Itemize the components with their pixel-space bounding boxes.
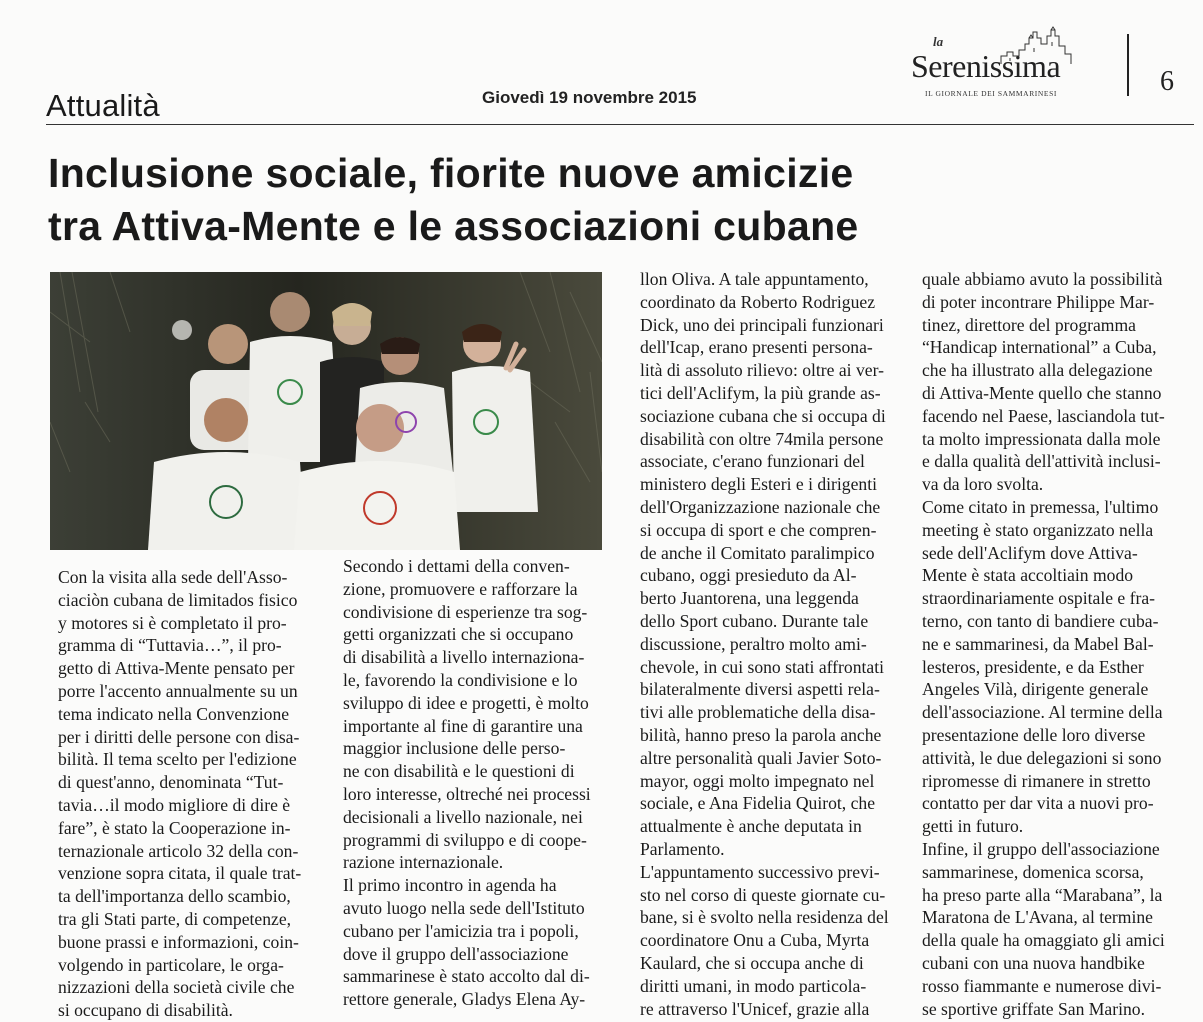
text-line: dell'Icap, erano presenti persona- xyxy=(640,337,873,358)
text-line: y motores si è completato il pro- xyxy=(58,612,287,633)
text-line: dell'associazione. Al termine della xyxy=(922,702,1163,723)
text-line: cubano per l'amicizia tra i popoli, xyxy=(343,920,579,941)
text-line: di Attiva-Mente quello che stanno xyxy=(922,382,1162,403)
text-line: re attraverso l'Unicef, grazie alla xyxy=(640,998,870,1019)
text-line: di quest'anno, denominata “Tut- xyxy=(58,772,284,793)
text-line: venzione sopra citata, il quale trat- xyxy=(58,863,302,884)
text-line: fare”, è stato la Cooperazione in- xyxy=(58,817,291,838)
text-line: bane, si è svolto nella residenza del xyxy=(640,907,889,928)
text-line: maggior inclusione delle perso- xyxy=(343,738,566,759)
text-line: Come citato in premessa, l'ultimo xyxy=(922,496,1159,517)
text-line: sociazione cubana che si occupa di xyxy=(640,405,886,426)
masthead-logo xyxy=(905,26,1085,102)
text-line: che ha illustrato alla delegazione xyxy=(922,360,1153,381)
text-line: getto di Attiva-Mente pensato per xyxy=(58,658,295,679)
text-line: nizzazioni della società civile che xyxy=(58,977,295,998)
masthead-article: la xyxy=(933,34,944,49)
text-line: getti in futuro. xyxy=(922,816,1024,837)
text-line: ministero degli Esteri e i dirigenti xyxy=(640,474,877,495)
text-line: gramma di “Tuttavia…”, il pro- xyxy=(58,635,282,656)
text-line: di poter incontrare Philippe Mar- xyxy=(922,291,1155,312)
article-photo xyxy=(50,272,602,550)
text-line: ta molto impressionata dalla mole xyxy=(922,428,1161,449)
text-line: facendo nel Paese, lasciandola tut- xyxy=(922,405,1165,426)
text-line: le, favorendo la condivisione e lo xyxy=(343,669,578,690)
text-line: Kaulard, che si occupa anche di xyxy=(640,952,864,973)
text-line: disabilità con oltre 74mila persone xyxy=(640,428,884,449)
header-rule xyxy=(46,124,1194,125)
article-column-1 xyxy=(58,566,330,1022)
text-line: Secondo i dettami della conven- xyxy=(343,556,570,576)
text-line: attività, le due delegazioni si sono xyxy=(922,747,1162,768)
text-line: sto nel corso di queste giornate cu- xyxy=(640,884,886,905)
text-line: rosso fiammante e numerose divi- xyxy=(922,975,1162,996)
text-line: di disabilità a livello internaziona- xyxy=(343,647,585,668)
section-label: Attualità xyxy=(46,88,160,123)
text-line: “Handicap international” a Cuba, xyxy=(922,337,1157,358)
text-line: altre personalità quali Javier Soto- xyxy=(640,747,882,768)
text-line: dello Sport cubano. Durante tale xyxy=(640,610,869,631)
text-line: L'appuntamento successivo previ- xyxy=(640,861,880,882)
text-line: ha preso parte alla “Marabana”, la xyxy=(922,884,1163,905)
text-line: della quale ha omaggiato gli amici xyxy=(922,930,1165,951)
headline-line: Inclusione sociale, fiorite nuove amicizie xyxy=(48,150,854,196)
text-line: Il primo incontro in agenda ha xyxy=(343,875,557,896)
article-headline xyxy=(48,147,1168,253)
text-line: ne con disabilità e le questioni di xyxy=(343,761,575,782)
text-line: ciaciòn cubana de limitados fisico xyxy=(58,589,298,610)
text-line: Con la visita alla sede dell'Asso- xyxy=(58,567,288,587)
text-line: terno, con tanto di bandiere cuba- xyxy=(922,610,1159,631)
text-line: sociale, e Ana Fidelia Quirot, che xyxy=(640,793,875,814)
text-line: dell'Organizzazione nazionale che xyxy=(640,496,881,517)
text-line: avuto luogo nella sede dell'Istituto xyxy=(343,897,585,918)
text-line: tici dell'Aclifym, la più grande as- xyxy=(640,382,881,403)
text-line: ne e sammarinesi, da Mabel Bal- xyxy=(922,633,1154,654)
text-line: dove il gruppo dell'associazione xyxy=(343,943,569,964)
text-line: llon Oliva. A tale appuntamento, xyxy=(640,269,869,289)
text-line: cubani con una nuova handbike xyxy=(922,952,1145,973)
text-line: de anche il Comitato paralimpico xyxy=(640,542,875,563)
text-line: chevole, in cui sono stati affrontati xyxy=(640,656,884,677)
text-line: cubano, oggi presieduto da Al- xyxy=(640,565,857,586)
text-line: Maratona de L'Avana, al termine xyxy=(922,907,1153,928)
text-line: ripromesse di rimanere in stretto xyxy=(922,770,1151,791)
text-line: razione internazionale. xyxy=(343,852,504,873)
text-line: se sportive griffate San Marino. xyxy=(922,998,1145,1019)
text-line: sviluppo di idee e progetti, è molto xyxy=(343,692,589,713)
text-line: straordinariamente ospitale e fra- xyxy=(922,588,1156,609)
article-column-4 xyxy=(922,268,1190,1020)
text-line: tema indicato nella Convenzione xyxy=(58,703,290,724)
text-line: rettore generale, Gladys Elena Ay- xyxy=(343,989,586,1010)
text-line: diritti umani, in modo particola- xyxy=(640,975,867,996)
text-line: si occupano di disabilità. xyxy=(58,1000,233,1021)
text-line: contatto per dar vita a nuovi pro- xyxy=(922,793,1154,814)
masthead-tagline: IL GIORNALE DEI SAMMARINESI xyxy=(925,89,1057,98)
text-line: ternazionale articolo 32 della con- xyxy=(58,840,299,861)
text-line: Infine, il gruppo dell'associazione xyxy=(922,838,1160,859)
page-number: 6 xyxy=(1160,66,1174,97)
text-line: programmi di sviluppo e di coope- xyxy=(343,829,587,850)
text-line: per i diritti delle persone con disa- xyxy=(58,726,300,747)
text-line: decisionali a livello nazionale, nei xyxy=(343,806,583,827)
text-line: Angeles Vilà, dirigente generale xyxy=(922,679,1149,700)
text-line: discussione, peraltro molto ami- xyxy=(640,633,867,654)
text-line: ta dell'importanza dello scambio, xyxy=(58,886,291,907)
text-line: buone prassi e informazioni, coin- xyxy=(58,931,299,952)
text-line: zione, promuovere e rafforzare la xyxy=(343,578,578,599)
text-line: berto Juantorena, una leggenda xyxy=(640,588,859,609)
text-line: tra gli Stati parte, di competenze, xyxy=(58,908,292,929)
article-column-2 xyxy=(343,555,615,1011)
group-photo-image xyxy=(50,272,602,550)
text-line: coordinato da Roberto Rodriguez xyxy=(640,291,876,312)
article-column-3 xyxy=(640,268,906,1020)
masthead-name: Serenissima xyxy=(911,48,1061,84)
text-line: va da loro svolta. xyxy=(922,474,1044,495)
text-line: coordinatore Onu a Cuba, Myrta xyxy=(640,930,870,951)
text-line: Mente è stata accoltiain modo xyxy=(922,565,1134,586)
headline-line: tra Attiva-Mente e le associazioni cubane xyxy=(48,203,859,249)
text-line: lesteros, presidente, e da Esther xyxy=(922,656,1144,677)
text-line: getti organizzati che si occupano xyxy=(343,624,574,645)
text-line: e dalla qualità dell'attività inclusi- xyxy=(922,451,1161,472)
text-line: quale abbiamo avuto la possibilità xyxy=(922,269,1163,289)
text-line: tavia…il modo migliore di dire è xyxy=(58,794,291,815)
text-line: bilità. Il tema scelto per l'edizione xyxy=(58,749,297,770)
text-line: bilità, hanno preso la parola anche xyxy=(640,724,882,745)
text-line: tinez, direttore del programma xyxy=(922,314,1136,335)
text-line: importante al fine di garantire una xyxy=(343,715,583,736)
text-line: lità di assoluto rilievo: oltre ai ver- xyxy=(640,360,884,381)
text-line: sede dell'Aclifym dove Attiva- xyxy=(922,542,1138,563)
text-line: porre l'accento annualmente su un xyxy=(58,680,298,701)
castle-towers-icon xyxy=(999,26,1079,66)
text-line: attualmente è anche deputata in xyxy=(640,816,862,837)
header-divider xyxy=(1127,34,1129,96)
text-line: presentazione delle loro diverse xyxy=(922,724,1146,745)
text-line: volgendo in particolare, le orga- xyxy=(58,954,284,975)
text-line: Parlamento. xyxy=(640,838,725,859)
text-line: meeting è stato organizzato nella xyxy=(922,519,1154,540)
text-line: mayor, oggi molto impegnato nel xyxy=(640,770,875,791)
text-line: Dick, uno dei principali funzionari xyxy=(640,314,884,335)
text-line: condivisione di esperienze tra sog- xyxy=(343,601,588,622)
text-line: bilateralmente diversi aspetti rela- xyxy=(640,679,880,700)
text-line: si occupa di sport e che compren- xyxy=(640,519,877,540)
text-line: loro interesse, oltreché nei processi xyxy=(343,783,591,804)
text-line: tivi alle problematiche della disa- xyxy=(640,702,876,723)
issue-date: Giovedì 19 novembre 2015 xyxy=(482,88,697,107)
text-line: sammarinese, domenica scorsa, xyxy=(922,861,1144,882)
text-line: sammarinese è stato accolto dal di- xyxy=(343,966,590,987)
text-line: associate, c'erano funzionari del xyxy=(640,451,865,472)
